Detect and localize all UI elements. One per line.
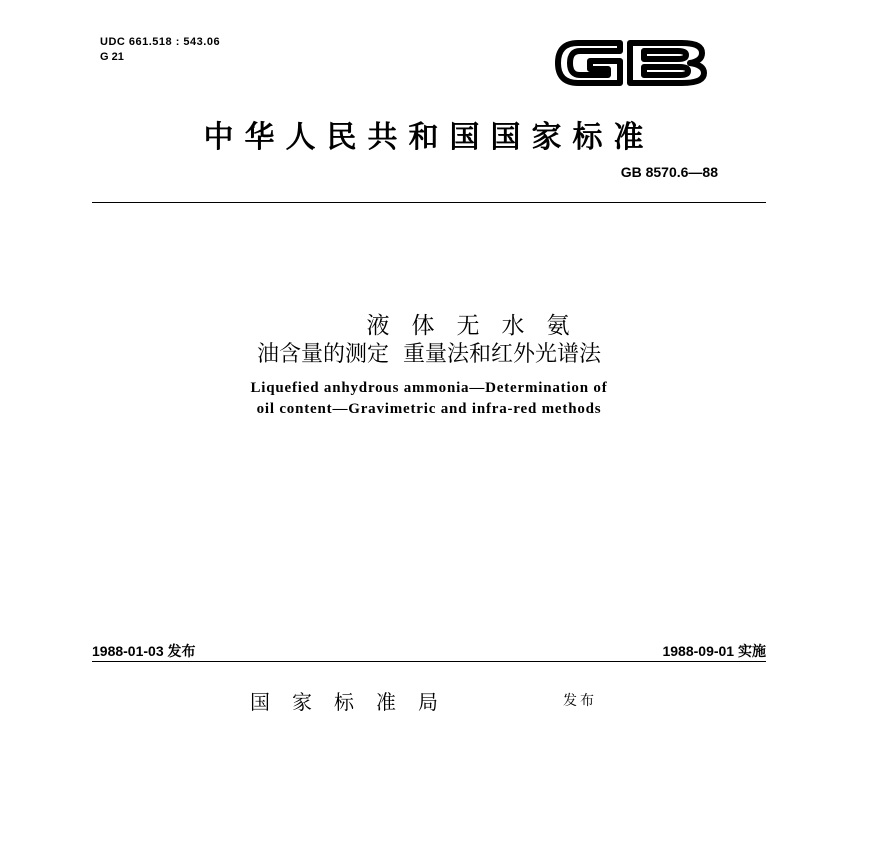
classification-code: G 21 xyxy=(100,51,124,63)
en-title-line2: oil content—Gravimetric and infra-red methods xyxy=(256,401,602,417)
en-title-line1: Liquefied anhydrous ammonia—Determination of xyxy=(250,380,608,396)
issue-date: 1988-01-03 发布 xyxy=(92,643,196,659)
gb-logo-text: GB xyxy=(630,88,632,89)
top-divider xyxy=(92,202,766,203)
main-title: 中华人民共和国国家标准 xyxy=(203,120,655,155)
cn-title-line2: 油含量的测定 重量法和红外光谱法 xyxy=(257,342,601,367)
udc-code: UDC 661.518 : 543.06 xyxy=(100,36,221,48)
implementation-date: 1988-09-01 实施 xyxy=(662,643,766,659)
gb-logo xyxy=(550,33,712,93)
cn-title-line1: 液体无水氨 xyxy=(366,313,592,339)
issuer-name: 国家标准局 xyxy=(250,690,460,714)
bottom-divider xyxy=(92,661,766,662)
issuer-suffix: 发布 xyxy=(563,693,597,709)
standard-number: GB 8570.6—88 xyxy=(620,164,718,180)
